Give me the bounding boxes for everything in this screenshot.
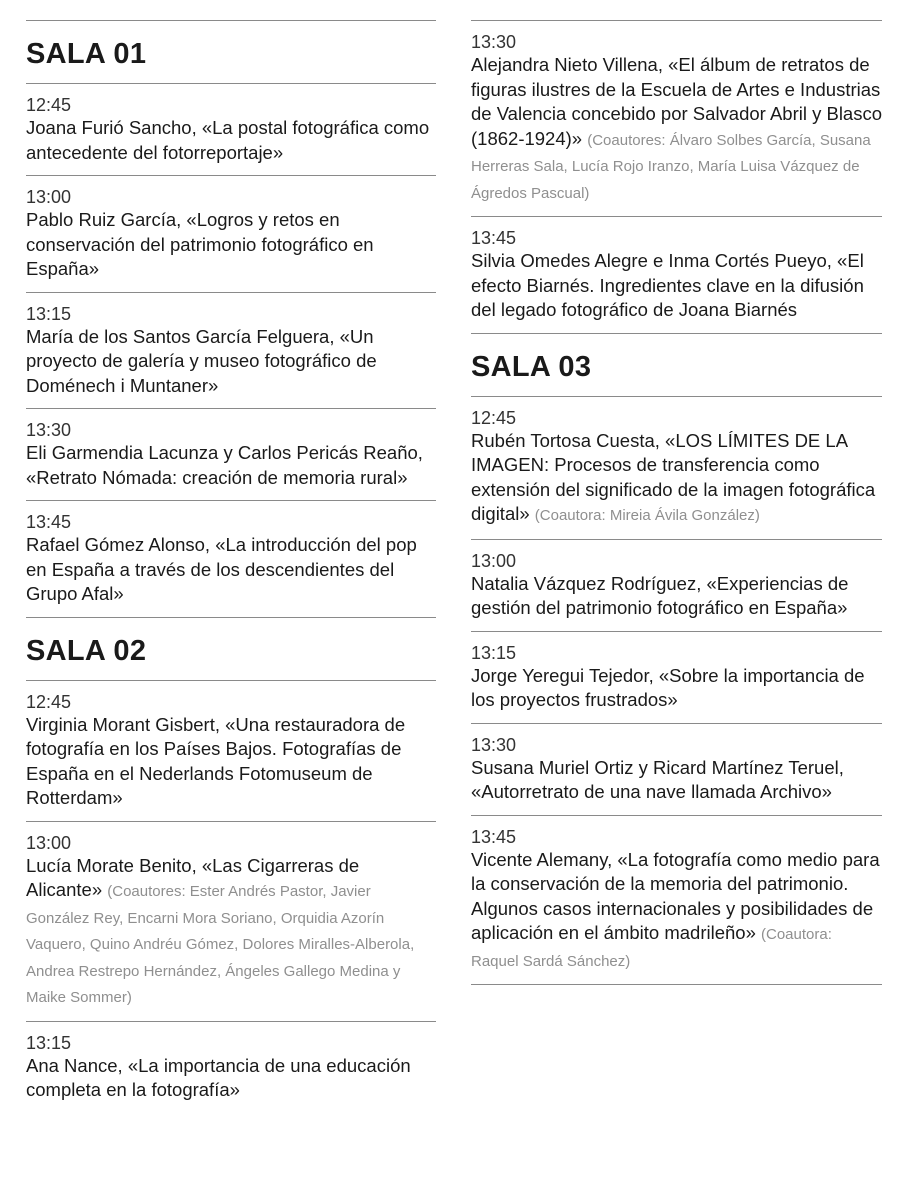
talk-item — [26, 175, 436, 292]
talk-item — [471, 396, 882, 539]
talk-text: Jorge Yeregui Tejedor, «Sobre la importancia de los proyectos frustrados» — [471, 664, 865, 710]
talk-time: 13:00 — [471, 550, 517, 571]
talk-text: Natalia Vázquez Rodríguez, «Experiencias de gestión del patrimonio fotográfico en España» — [471, 572, 849, 618]
talk-item — [26, 83, 436, 175]
talk-item — [471, 216, 882, 333]
talk-text: Susana Muriel Ortiz y Ricard Martínez Teruel, «Autorretrato de una nave llamada Archivo» — [471, 756, 844, 802]
talk-text: Eli Garmendia Lacunza y Carlos Pericás Reaño, «Retrato Nómada: creación de memoria rural» — [26, 442, 423, 488]
talk-time: 12:45 — [26, 691, 72, 712]
talk-item — [471, 631, 882, 723]
talk-coauthors: (Coautores: Álvaro Solbes García, Susana Herreras Sala, Lucía Rojo Iranzo, María Luisa Vázquez de Ágredos Pascual) — [471, 131, 871, 202]
section-title-sala-03: SALA 03 — [471, 350, 592, 383]
talk-time: 13:15 — [471, 642, 517, 663]
talk-time: 13:00 — [26, 832, 72, 853]
talk-item — [26, 1021, 436, 1113]
talk-item — [26, 500, 436, 617]
talk-item — [26, 821, 436, 1021]
talk-text: Alejandra Nieto Villena, «El álbum de retratos de figuras ilustres de la Escuela de Artes e Industrias de Valencia concebido por Salvador Abril y Blasco (1862-1924)» — [471, 54, 883, 149]
talk-text: María de los Santos García Felguera, «Un proyecto de galería y museo fotográfico de Doménech i Muntaner» — [26, 325, 377, 396]
talk-text: Virginia Morant Gisbert, «Una restauradora de fotografía en los Países Bajos. Fotografías de España en el Nederlands Fotomuseum de Rotterdam» — [26, 713, 406, 808]
section-title-sala-01: SALA 01 — [26, 38, 147, 70]
right-column — [471, 20, 882, 985]
column-bottom-rule — [471, 984, 882, 985]
talk-item — [471, 20, 882, 216]
talk-text: Rafael Gómez Alonso, «La introducción del pop en España a través de los descendientes del Grupo Afal» — [26, 534, 417, 604]
talk-coauthors: (Coautora: Raquel Sardá Sánchez) — [471, 926, 832, 970]
talk-time: 13:00 — [26, 187, 72, 207]
talk-item — [26, 680, 436, 821]
talk-time: 13:15 — [26, 303, 72, 324]
talk-item — [471, 815, 882, 985]
talk-time: 13:30 — [26, 420, 72, 440]
talk-coauthors: (Coautores: Ester Andrés Pastor, Javier González Rey, Encarni Mora Soriano, Orquidia Azorín Vaquero, Quino Andréu Gómez, Dolores Miralles-Alberola, Andrea Restrepo Hernández, Ángeles Gallego Medina y Maike Sommer) — [26, 883, 415, 1006]
talk-time: 12:45 — [471, 407, 517, 428]
talk-item — [471, 539, 882, 631]
talk-text: Pablo Ruiz García, «Logros y retos en conservación del patrimonio fotográfico en España» — [26, 209, 374, 279]
talk-text: Joana Furió Sancho, «La postal fotográfica como antecedente del fotorreportaje» — [26, 117, 430, 163]
talk-time: 12:45 — [26, 95, 72, 115]
talk-coauthors: (Coautora: Mireia Ávila González) — [534, 507, 760, 524]
talk-text: Ana Nance, «La importancia de una educación completa en la fotografía» — [26, 1054, 411, 1100]
talk-time: 13:30 — [471, 32, 517, 52]
talk-text: Silvia Omedes Alegre e Inma Cortés Pueyo, «El efecto Biarnés. Ingredientes clave en la difusión del legado fotográfico de Joana Biarnés — [471, 250, 864, 320]
talk-time: 13:15 — [26, 1032, 72, 1053]
talk-text: Rubén Tortosa Cuesta, «LOS LÍMITES DE LA IMAGEN: Procesos de transferencia como extensión del significado de la imagen fotográfica digital» — [471, 429, 876, 524]
talk-text: Lucía Morate Benito, «Las Cigarreras de Alicante» — [26, 854, 360, 900]
section-title-sala-02: SALA 02 — [26, 634, 147, 667]
talk-item — [26, 408, 436, 500]
talk-time: 13:45 — [26, 512, 72, 532]
left-column — [26, 20, 436, 1113]
talk-text: Vicente Alemany, «La fotografía como medio para la conservación de la memoria del patrimonio. Algunos casos internacionales y posibilidades de aplicación en el ámbito madrileño» — [471, 848, 880, 943]
talk-item — [471, 723, 882, 815]
talk-time: 13:45 — [471, 228, 517, 248]
talk-time: 13:45 — [471, 826, 517, 847]
talk-time: 13:30 — [471, 734, 517, 755]
talk-item — [26, 292, 436, 409]
